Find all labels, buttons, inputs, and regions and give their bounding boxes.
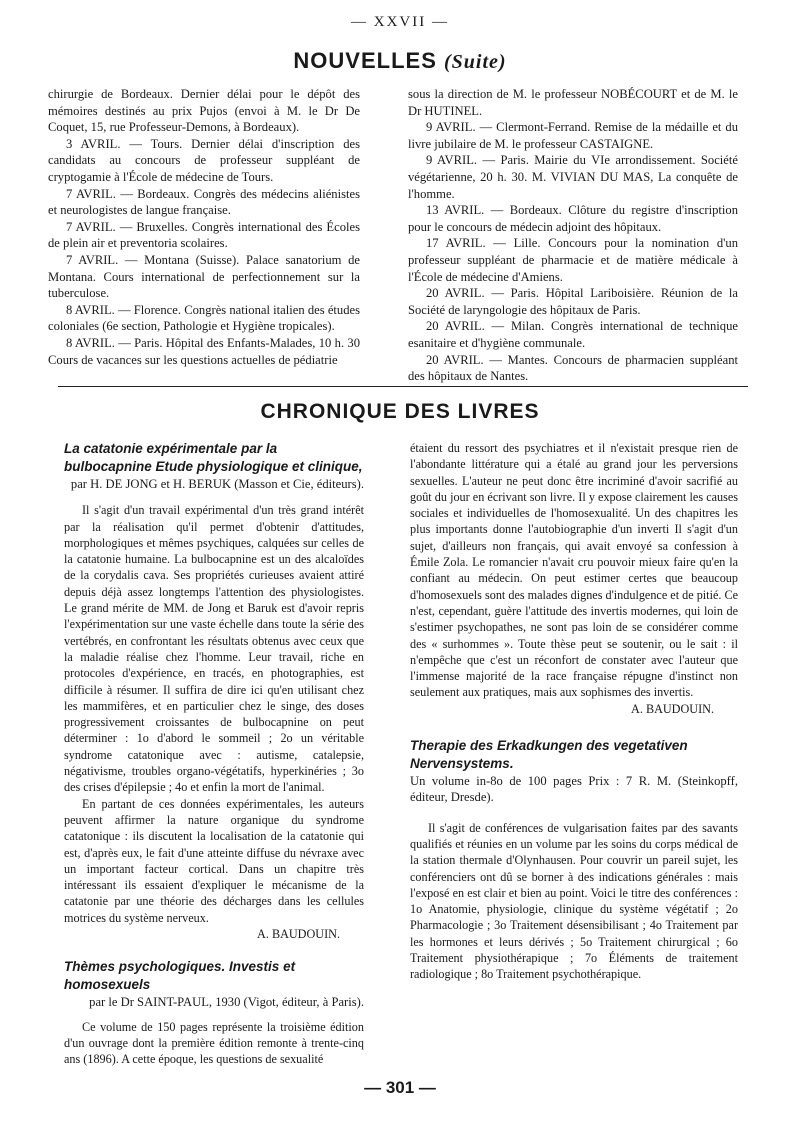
review-signature: A. BAUDOUIN. <box>631 701 714 716</box>
section-divider <box>58 386 748 387</box>
nouvelles-item: 20 AVRIL. — Milan. Congrès international de technique esanitaire et d'hygiène communale. <box>408 319 738 350</box>
book-title: Therapie des Erkadkungen des vegetativen Nervensystems. <box>410 738 688 772</box>
nouvelles-item: 17 AVRIL. — Lille. Concours pour la nomination d'un professeur suppléant de pharmacie et de matière médicale à l'École de médecine d'Amiens. <box>408 236 738 284</box>
book-review-text: En partant de ces données expérimentales, les auteurs peuvent affirmer la nature organique du syndrome catatonique : ils discutent la localisation de la catatonie qui est, d'après eux, le fait d'une atteinte diffuse du névraxe avec un important facteur cortical. Dans un chapitre très intéressant ils essaient d'expliquer le mécanisme de la catatonie par une théorie des décharges dans les cellules motrices du système nerveux. <box>64 796 364 925</box>
nouvelles-item: 13 AVRIL. — Bordeaux. Clôture du registre d'inscription pour le concours de médecin adjoint des hôpitaux. <box>408 203 738 234</box>
chronique-title: CHRONIQUE DES LIVRES <box>260 400 540 423</box>
chronique-right-column <box>410 440 738 983</box>
nouvelles-item: sous la direction de M. le professeur NOBÉCOURT et de M. le Dr HUTINEL. <box>408 87 738 118</box>
nouvelles-item: 8 AVRIL. — Florence. Congrès national italien des études coloniales (6e section, Pathologie et Hygiène tropicales). <box>48 302 360 334</box>
book-review-text: Il s'agit d'un travail expérimental d'un très grand intérêt par la réalisation qu'il permet d'obtenir d'attitudes, morphologiques et mêmes psychiques, calquées sur celles de la catatonie humaine. La bulbocapnine est un des alcaloïdes de la corydalis cava. Ses propriétés curieuses avaient attiré depuis déjà assez longtemps l'attention des physiologistes. Le grand mérite de MM. de Jong et Baruk est d'avoir repris l'expérimentation sur une vaste échelle dans toute la série des vertébrés, en confrontant les résultats obtenus avec ceux que la maladie réalise chez l'homme. Leur travail, riche en protocoles d'expérience, en tracés, en photographies, est difficile à résumer. Il suffira de dire ici qu'en utilisant chez les mammifères, et en particulier chez le singe, des doses progressivement croissantes de bulbocapnine on peut déterminer : 1o d'abord le sommeil ; 2o un véritable syndrome catatonique avec : autisme, catalepsie, négativisme, troubles organo-végétatifs, hyperkinéries ; 3o des crises d'épilepsie ; 4o et enfin la mort de l'animal. <box>64 503 364 795</box>
chronique-left-column <box>64 440 364 1068</box>
nouvelles-item: 9 AVRIL. — Clermont-Ferrand. Remise de la médaille et du livre jubilaire de M. le professeur CASTAIGNE. <box>408 120 738 151</box>
nouvelles-item: 3 AVRIL. — Tours. Dernier délai d'inscription des candidats au concours de professeur suppléant de cryptogamie à l'École de médecine de Tours. <box>48 136 360 184</box>
nouvelles-item: chirurgie de Bordeaux. Dernier délai pour le dépôt des mémoires destinés au prix Pujos (envoi à M. le Dr De Coquet, 15, rue Professeur-Demons, à Bordeaux). <box>48 87 360 135</box>
nouvelles-right-column <box>408 86 738 385</box>
book-review-text: Ce volume de 150 pages représente la troisième édition d'un ouvrage dont la première édition remonte à trente-cinq ans (1896). A cette époque, les questions de sexualité <box>64 1019 364 1067</box>
nouvelles-item: 7 AVRIL. — Bordeaux. Congrès des médecins aliénistes et neurologistes de langue française. <box>48 186 360 218</box>
nouvelles-suite: (Suite) <box>444 51 507 73</box>
book-meta: par H. DE JONG et H. BERUK (Masson et Cie, éditeurs). <box>70 477 364 491</box>
page-number: — 301 — <box>364 1078 436 1097</box>
page-roman-number: — XXVII — <box>351 14 449 30</box>
nouvelles-left-column <box>48 86 360 368</box>
book-review-text: Il s'agit de conférences de vulgarisation faites par des savants qualifiés et réunies en un volume par les soins du corps médical de la station thermale d'Olynhausen. Pour couvrir un pareil sujet, les conférenciers ont dû se borner à des indications générales : mais l'exposé en est clair et bien au point. Voici le titre des conférences : 1o Anatomie, physiologie, clinique du système végétatif ; 2o Pharmacologie ; 3o Traitement désensibilisant ; 4o Traitement par les hormones et leurs dérivés ; 5o Traitement chirurgical ; 6o Traitement physiothérapique ; 7o Éléments de traitement radiologique ; 8o Traitement psychothérapique. <box>410 820 738 982</box>
nouvelles-item: 7 AVRIL. — Montana (Suisse). Palace sanatorium de Montana. Cours international de perfectionnement sur la tuberculose. <box>48 252 360 301</box>
nouvelles-item: 9 AVRIL. — Paris. Mairie du VIe arrondissement. Société végétarienne, 20 h. 30. M. VIVIAN DU MAS, La conquête de l'homme. <box>408 153 738 201</box>
nouvelles-title: NOUVELLES <box>293 48 437 73</box>
book-title: La catatonie expérimentale par la bulbocapnine Etude physiologique et clinique, <box>64 441 363 474</box>
book-review-text: étaient du ressort des psychiatres et il n'existait presque rien de l'abondante littérature qui a étalé au grand jour les perversions sexuelles. L'auteur ne peut donc être incriminé d'avoir sacrifié au goût du jour en écrivant son livre. Il y expose clairement les causes sociales et individuelles de l'homosexualité. Un des chapitres les plus importants donne l'autobiographie d'un inverti Il s'agit d'un sujet, d'ailleurs non français, qui avait envoyé sa confession à Émile Zola. Le romancier n'avait cru pouvoir mieux faire qu'en la confiant au médecin. On peut estimer certes que beaucoup d'homosexuels sont des malades dignes d'indulgence et de pitié. Ce n'est, cependant, guère l'attitude des invertis modernes, qui loin de s'estimer psychopathes, ne sont pas loin de se considérer comme des « surhommes ». Toute thèse peut se soutenir, ou le sait : il n'empêche que c'est un réconfort de constater avec l'auteur que l'immense majorité de la race française répugne d'instinct non seulement aux pratiques, mais aux sophismes des invertis. <box>410 441 738 700</box>
nouvelles-heading <box>0 48 800 74</box>
nouvelles-item: 7 AVRIL. — Bruxelles. Congrès international des Écoles de plein air et preventoria scolaires. <box>48 219 360 251</box>
review-signature: A. BAUDOUIN. <box>257 927 340 942</box>
nouvelles-item: 20 AVRIL. — Mantes. Concours de pharmacien suppléant des hôpitaux de Nantes. <box>408 352 738 384</box>
book-meta: Un volume in-8o de 100 pages Prix : 7 R. M. (Steinkopff, éditeur, Dresde). <box>410 774 738 805</box>
nouvelles-item: 8 AVRIL. — Paris. Hôpital des Enfants-Malades, 10 h. 30 Cours de vacances sur les questions actuelles de pédiatrie <box>48 335 360 367</box>
nouvelles-item: 20 AVRIL. — Paris. Hôpital Lariboisière. Réunion de la Société de laryngologie des hôpitaux de Paris. <box>408 286 738 317</box>
book-meta: par le Dr SAINT-PAUL, 1930 (Vigot, éditeur, à Paris). <box>89 995 364 1010</box>
book-title: Thèmes psychologiques. Investis et homosexuels <box>64 959 296 993</box>
